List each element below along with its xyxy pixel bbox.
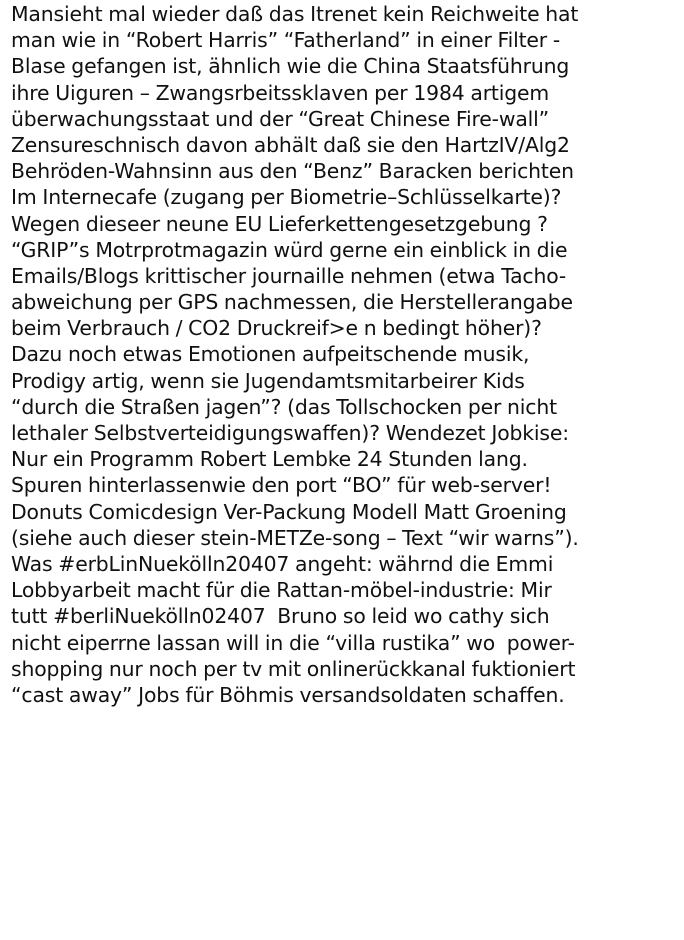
text-line: beim Verbrauch / CO2 Druckreif>e n bedingt höher)?	[11, 316, 542, 341]
text-line: Mansieht mal wieder daß das Itrenet kein Reichweite hat	[11, 2, 579, 26]
text-line: (siehe auch dieser stein-METZe-song – Text “wir warns”).	[11, 525, 579, 550]
document-text-block	[11, 1, 683, 708]
text-line: abweichung per GPS nachmessen, die Herstellerangabe	[11, 290, 573, 315]
text-line: Behröden-Wahnsinn aus den “Benz” Baracken berichten	[11, 159, 574, 184]
text-line: Blase gefangen ist, ähnlich wie die China Staatsführung	[11, 54, 570, 79]
text-line: Emails/Blogs krittischer journaille nehmen (etwa Tacho-	[11, 263, 567, 288]
text-line: man wie in “Robert Harris” “Fatherland” in einer Filter -	[11, 28, 561, 53]
text-line: lethaler Selbstverteidigungswaffen)? Wendezet Jobkise:	[11, 421, 569, 445]
text-line: Was #erbLinNuekölln20407 angeht: währnd die Emmi	[11, 551, 554, 576]
text-line: Donuts Comicdesign Ver-Packung Modell Matt Groening	[11, 499, 567, 524]
text-line: Spuren hinterlassenwie den port “BO” für web-server!	[11, 473, 552, 498]
text-line: “durch die Straßen jagen”? (das Tollschocken per nicht	[11, 394, 557, 419]
text-line: tutt #berliNuekölln02407 Bruno so leid wo cathy sich	[11, 604, 550, 629]
text-line: shopping nur noch per tv mit onlinerückkanal fuktioniert	[11, 656, 576, 681]
text-line: Zensureschnisch davon abhält daß sie den HartzIV/Alg2	[11, 132, 570, 157]
text-line: “cast away” Jobs für Böhmis versandsoldaten schaffen.	[11, 682, 565, 707]
text-line: Im Internecafe (zugang per Biometrie–Schlüsselkarte)?	[11, 185, 562, 210]
text-line: ihre Uiguren – Zwangsrbeitssklaven per 1984 artigem	[11, 80, 550, 105]
text-line: nicht eiperrne lassan will in die “villa rustika” wo power-	[11, 630, 575, 655]
text-line: Lobbyarbeit macht für die Rattan-möbel-industrie: Mir	[11, 578, 552, 603]
text-line: “GRIP”s Motrprotmagazin würd gerne ein einblick in die	[11, 237, 568, 262]
text-line: Nur ein Programm Robert Lembke 24 Stunden lang.	[11, 447, 528, 472]
text-line: Prodigy artig, wenn sie Jugendamtsmitarbeirer Kids	[11, 368, 525, 393]
text-line: Dazu noch etwas Emotionen aufpeitschende musik,	[11, 342, 530, 367]
text-line: Wegen dieseer neune EU Lieferkettengesetzgebung ?	[11, 211, 548, 236]
text-line: überwachungsstaat und der “Great Chinese Fire-wall”	[11, 106, 550, 131]
